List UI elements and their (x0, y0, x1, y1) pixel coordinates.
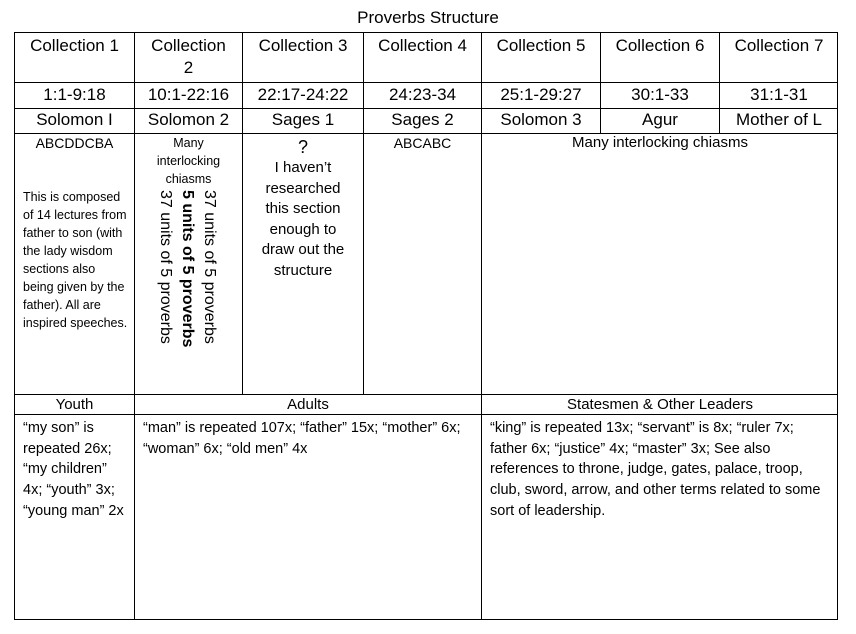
c3-note: I haven’t researched this section enough to draw out the structure (261, 159, 345, 279)
structure-collection-2 (135, 134, 243, 395)
author-collection-7: Mother of L (720, 109, 838, 134)
audience-adults-text: “man” is repeated 107x; “father” 15x; “mother” 6x; “woman” 6x; “old men” 4x (143, 420, 461, 457)
author-collection-2: Solomon 2 (135, 109, 243, 134)
structure-table (14, 32, 838, 620)
structure-collection-1 (15, 134, 135, 395)
c1-pattern: ABCDDCBA (35, 135, 114, 151)
range-collection-2: 10:1-22:16 (135, 83, 243, 109)
author-collection-5: Solomon 3 (482, 109, 601, 134)
range-collection-3: 22:17-24:22 (243, 83, 364, 109)
c3-question-mark: ? (297, 137, 308, 157)
c2-vertical-line-1: 37 units of 5 proverbs (201, 190, 218, 344)
c4-pattern: ABCABC (393, 135, 452, 151)
c2-vertical-line-3: 37 units of 5 proverbs (157, 190, 174, 344)
author-collection-3: Sages 1 (243, 109, 364, 134)
audience-leaders-text-cell (482, 415, 838, 620)
header-collection-1: Collection 1 (15, 33, 135, 83)
audience-youth-text-cell (15, 415, 135, 620)
header-collection-7: Collection 7 (720, 33, 838, 83)
c2-note: Many interlocking chiasms (156, 136, 221, 186)
range-collection-6: 30:1-33 (601, 83, 720, 109)
structure-collections-5-7 (482, 134, 838, 395)
author-collection-1: Solomon I (15, 109, 135, 134)
audience-adults-text-cell (135, 415, 482, 620)
range-collection-7: 31:1-31 (720, 83, 838, 109)
header-collection-6: Collection 6 (601, 33, 720, 83)
audience-adults-label: Adults (135, 395, 482, 415)
range-collection-5: 25:1-29:27 (482, 83, 601, 109)
structure-collection-3 (243, 134, 364, 395)
audience-youth-text: “my son” is repeated 26x; “my children” 4x; “youth” 3x; “young man” 2x (23, 420, 124, 519)
range-collection-4: 24:23-34 (364, 83, 482, 109)
header-collection-2: Collection 2 (135, 33, 243, 83)
header-collection-4: Collection 4 (364, 33, 482, 83)
c2-vertical-group (135, 190, 241, 390)
audience-leaders-text: “king” is repeated 13x; “servant” is 8x; “ruler 7x; father 6x; “justice” 4x; “master” 3x; See also references to throne, judge, gates, palace, troop, club, sword, arrow, and other terms related to some sort of leadership. (490, 420, 821, 519)
audience-leaders-label: Statesmen & Other Leaders (482, 395, 838, 415)
audience-youth-label: Youth (15, 395, 135, 415)
header-collection-5: Collection 5 (482, 33, 601, 83)
range-collection-1: 1:1-9:18 (15, 83, 135, 109)
c2-vertical-line-2: 5 units of 5 proverbs (179, 190, 196, 348)
author-collection-4: Sages 2 (364, 109, 482, 134)
structure-collection-4 (364, 134, 482, 395)
header-collection-3: Collection 3 (243, 33, 364, 83)
author-collection-6: Agur (601, 109, 720, 134)
c1-note: This is composed of 14 lectures from father to son (with the lady wisdom sections also being given by the father). All are inspired speeches. (23, 190, 128, 330)
page-title: Proverbs Structure (357, 8, 499, 27)
c5-7-note: Many interlocking chiasms (572, 134, 748, 151)
